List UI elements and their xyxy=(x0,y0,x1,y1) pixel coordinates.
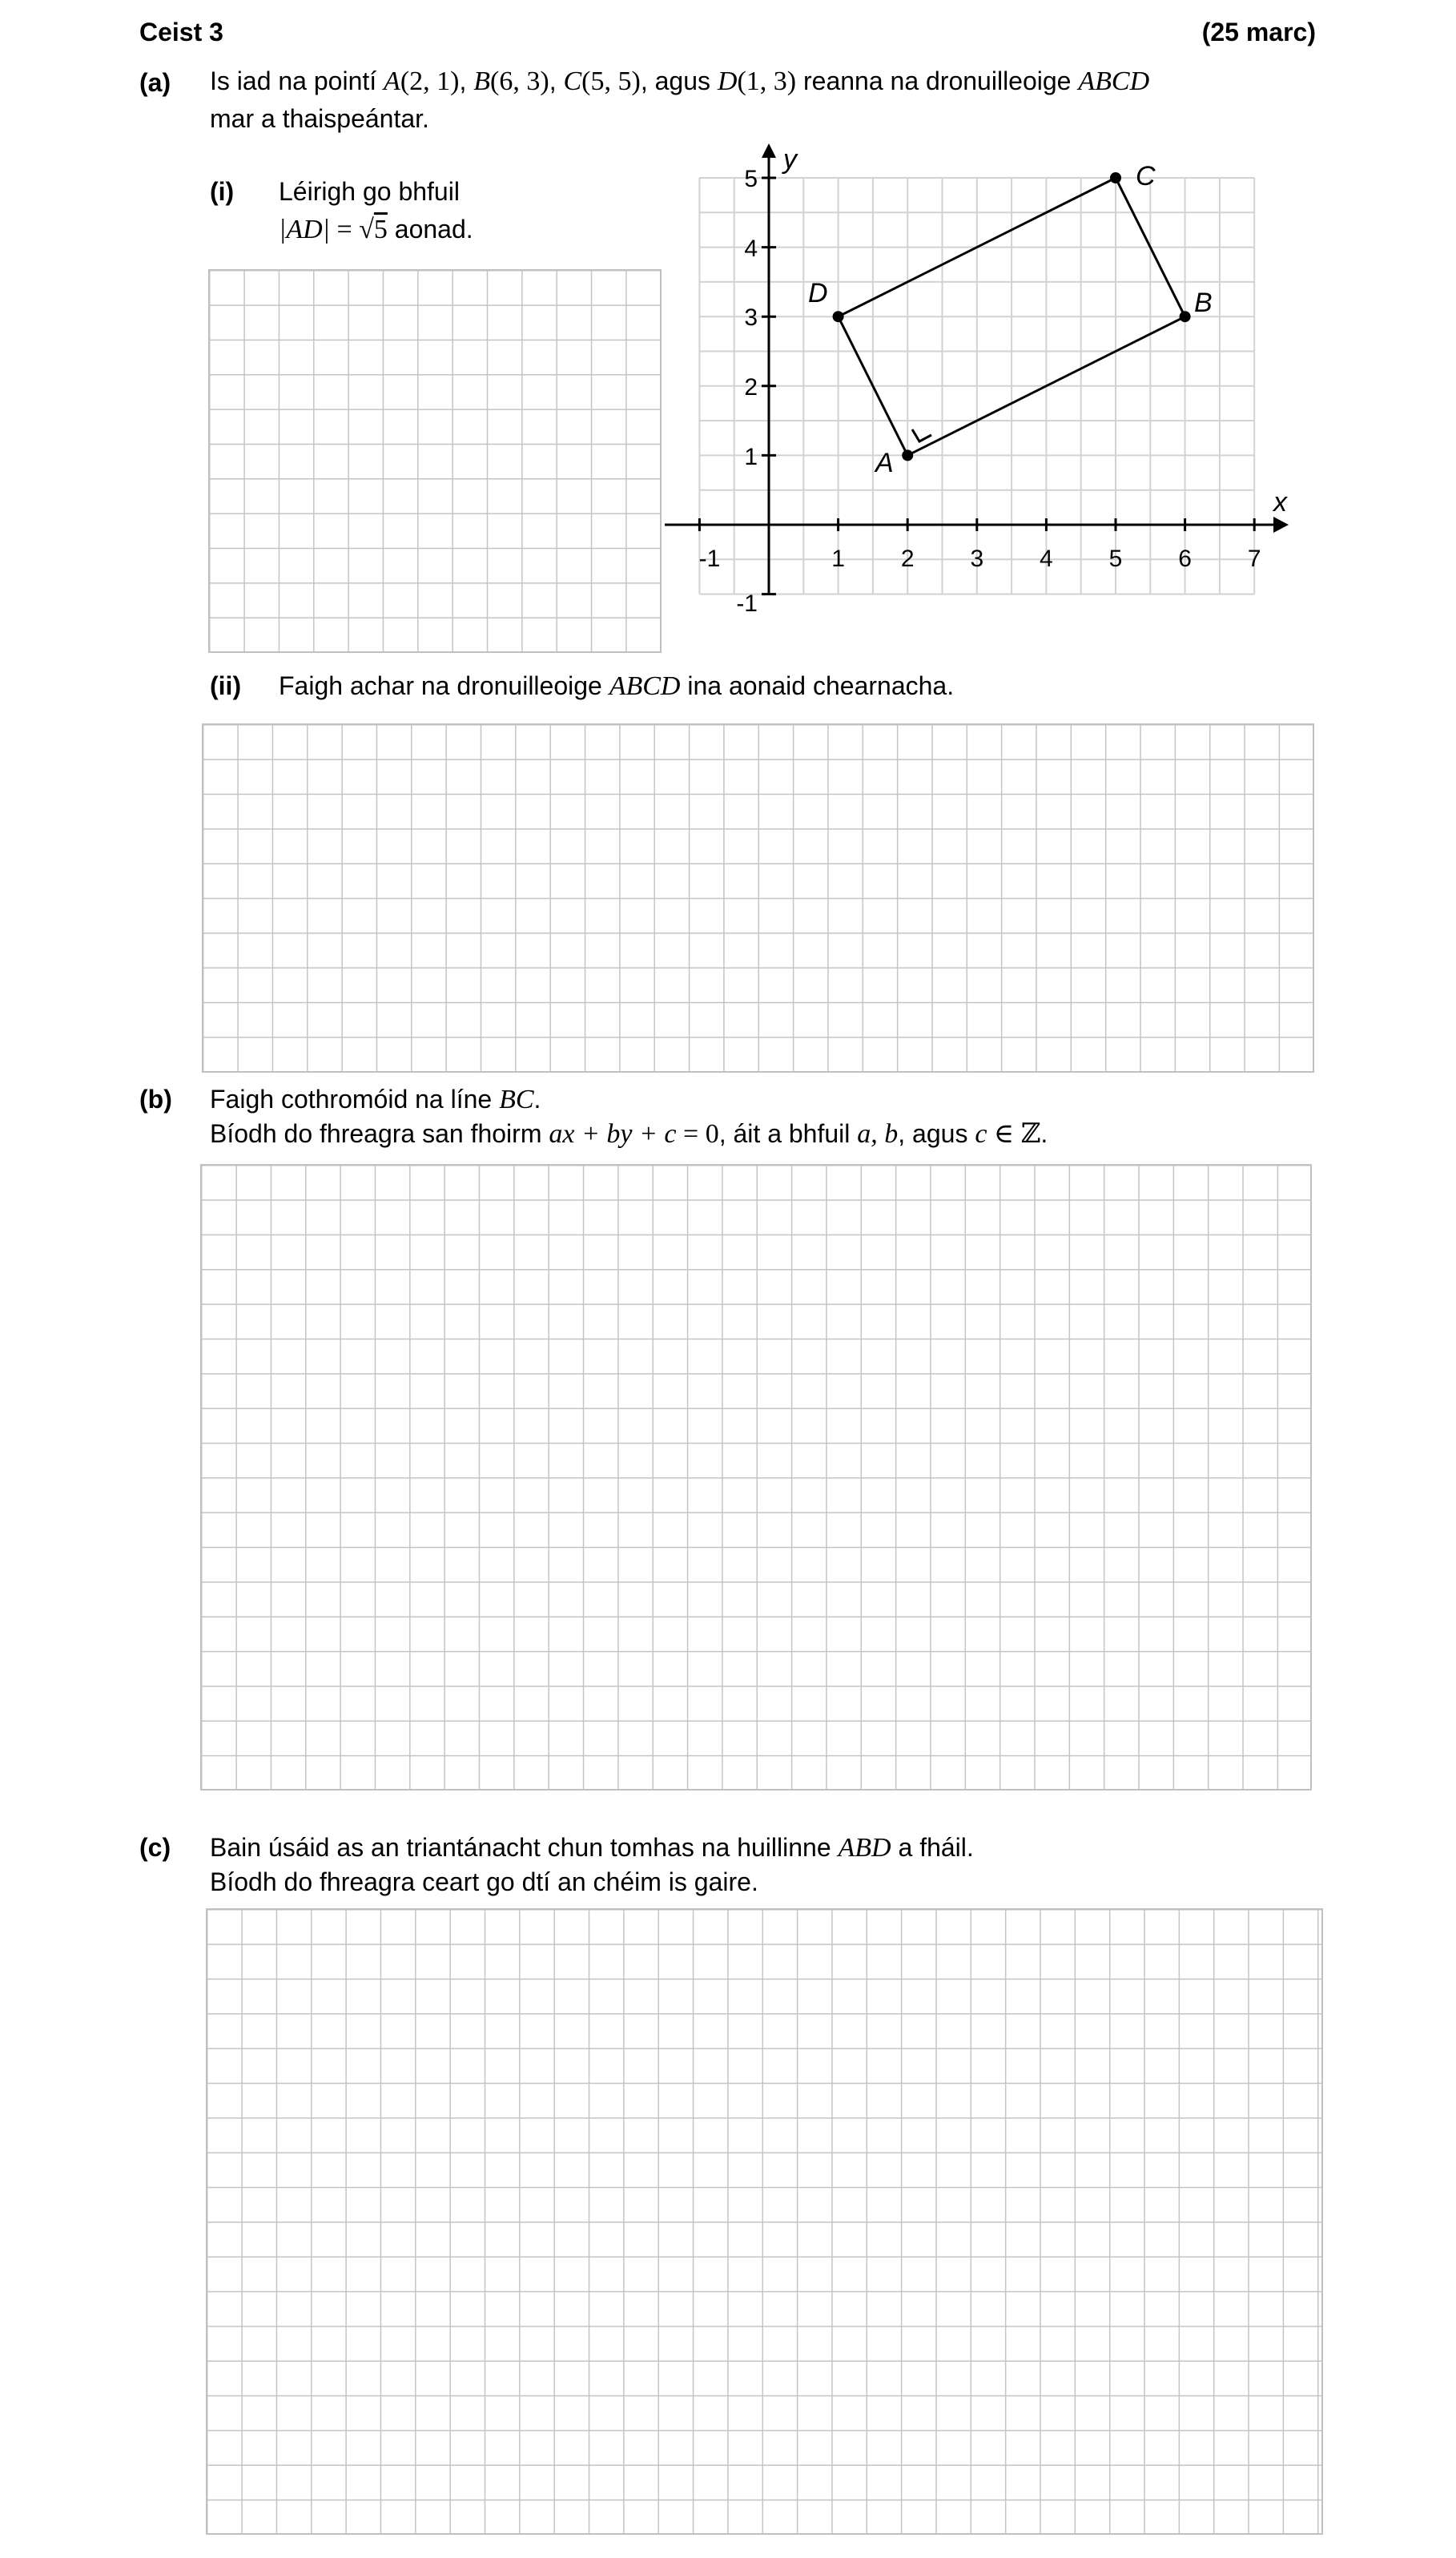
vertex-c-label: C xyxy=(1136,161,1156,191)
part-a-suffix: reanna na dronuilleoige xyxy=(796,66,1079,95)
vertex-d-label: D xyxy=(808,278,828,308)
equals: = xyxy=(330,215,360,244)
sub-i-label: (i) xyxy=(210,177,235,206)
agus: , agus xyxy=(898,1119,975,1148)
vertex-a-label: A xyxy=(875,448,894,478)
point-a-name: A xyxy=(384,66,400,96)
part-b-line2-prefix: Bíodh do fhreagra san fhoirm xyxy=(210,1119,549,1148)
part-b-mid: , áit a bhfuil xyxy=(718,1119,858,1148)
tick-labels xyxy=(699,166,1261,617)
question-title: Ceist 3 xyxy=(139,18,223,46)
sub-ii-label: (ii) xyxy=(210,671,242,700)
point-a-coords: (2, 1) xyxy=(400,66,460,96)
answer-grid-a-ii[interactable] xyxy=(202,723,1314,1073)
part-c-suffix: a fháil. xyxy=(891,1833,974,1862)
part-a-label: (a) xyxy=(139,68,171,97)
equals-zero: = 0 xyxy=(676,1119,719,1149)
y-tick-5: 5 xyxy=(744,166,758,192)
x-tick-5: 5 xyxy=(1108,546,1123,572)
x-tick-6: 6 xyxy=(1178,546,1192,572)
answer-grid-b[interactable] xyxy=(200,1164,1312,1791)
part-c-line2: Bíodh do fhreagra ceart go dtí an chéim is gaire. xyxy=(210,1867,758,1896)
x-axis-label: x xyxy=(1273,487,1287,518)
shape-name: ABCD xyxy=(609,671,681,701)
sub-ii-text xyxy=(279,673,954,700)
separator: , xyxy=(549,66,564,95)
vertex-b-dot xyxy=(1180,311,1191,322)
point-c-name: C xyxy=(563,66,582,96)
answer-grid-c[interactable] xyxy=(206,1908,1323,2535)
y-tick-2: 2 xyxy=(744,374,758,401)
line-equation-form: ax + by + c xyxy=(549,1119,677,1149)
part-a-prefix: Is iad na pointí xyxy=(210,66,384,95)
separator: , agus xyxy=(640,66,718,95)
vertex-b-label: B xyxy=(1194,288,1213,318)
part-c-line1 xyxy=(210,1835,974,1862)
point-d-name: D xyxy=(717,66,738,96)
part-c-label: (c) xyxy=(139,1833,171,1862)
point-b-coords: (6, 3) xyxy=(490,66,549,96)
x-tick-neg1: -1 xyxy=(698,546,721,572)
x-tick-1: 1 xyxy=(831,546,845,572)
vars-ab: a, b xyxy=(857,1119,899,1149)
sub-ii-prefix: Faigh achar na dronuilleoige xyxy=(279,671,609,700)
coordinate-graph xyxy=(0,0,1456,641)
y-tick-neg1: -1 xyxy=(736,590,758,617)
point-c-coords: (5, 5) xyxy=(581,66,641,96)
part-b-line2 xyxy=(210,1121,1048,1148)
x-tick-2: 2 xyxy=(900,546,915,572)
part-c-prefix: Bain úsáid as an triantánacht chun tomhas na huillinne xyxy=(210,1833,839,1862)
sqrt-symbol: √ xyxy=(359,215,374,244)
graph-gridlines xyxy=(699,178,1254,594)
x-tick-4: 4 xyxy=(1040,546,1053,572)
y-tick-1: 1 xyxy=(744,444,758,470)
sub-i-suffix: aonad. xyxy=(387,215,473,244)
part-b-prefix: Faigh cothromóid na líne xyxy=(210,1085,500,1114)
y-axis-arrow-icon xyxy=(762,143,776,158)
right-angle-mark-icon xyxy=(912,429,931,441)
shape-name: ABCD xyxy=(1078,66,1150,96)
point-d-coords: (1, 3) xyxy=(737,66,797,96)
marks-label: (25 marc) xyxy=(1201,18,1316,46)
sub-ii-suffix: ina aonaid chearnacha. xyxy=(680,671,955,700)
radicand: 5 xyxy=(373,215,388,244)
part-a-line2: mar a thaispeántar. xyxy=(210,104,429,133)
part-b-line1 xyxy=(210,1086,541,1114)
period: . xyxy=(1040,1119,1048,1148)
part-b-label: (b) xyxy=(139,1085,172,1114)
x-tick-7: 7 xyxy=(1247,546,1261,572)
line-bc: BC xyxy=(499,1085,534,1114)
var-c: c xyxy=(975,1119,987,1149)
period: . xyxy=(533,1085,541,1114)
vertex-d-dot xyxy=(833,311,844,322)
x-tick-3: 3 xyxy=(970,546,984,572)
y-tick-3: 3 xyxy=(744,304,758,331)
integers-symbol: ∈ ℤ xyxy=(987,1119,1041,1149)
point-b-name: B xyxy=(473,66,491,96)
x-axis-arrow-icon xyxy=(1273,517,1289,533)
y-axis-label: y xyxy=(783,144,797,175)
ad-length: |AD| xyxy=(279,215,331,244)
angle-abd: ABD xyxy=(838,1833,891,1863)
y-tick-4: 4 xyxy=(744,236,758,262)
vertex-c-dot xyxy=(1110,172,1121,183)
vertex-a-dot xyxy=(902,449,913,461)
separator: , xyxy=(459,66,474,95)
sub-i-line1: Léirigh go bhfuil xyxy=(279,177,460,206)
